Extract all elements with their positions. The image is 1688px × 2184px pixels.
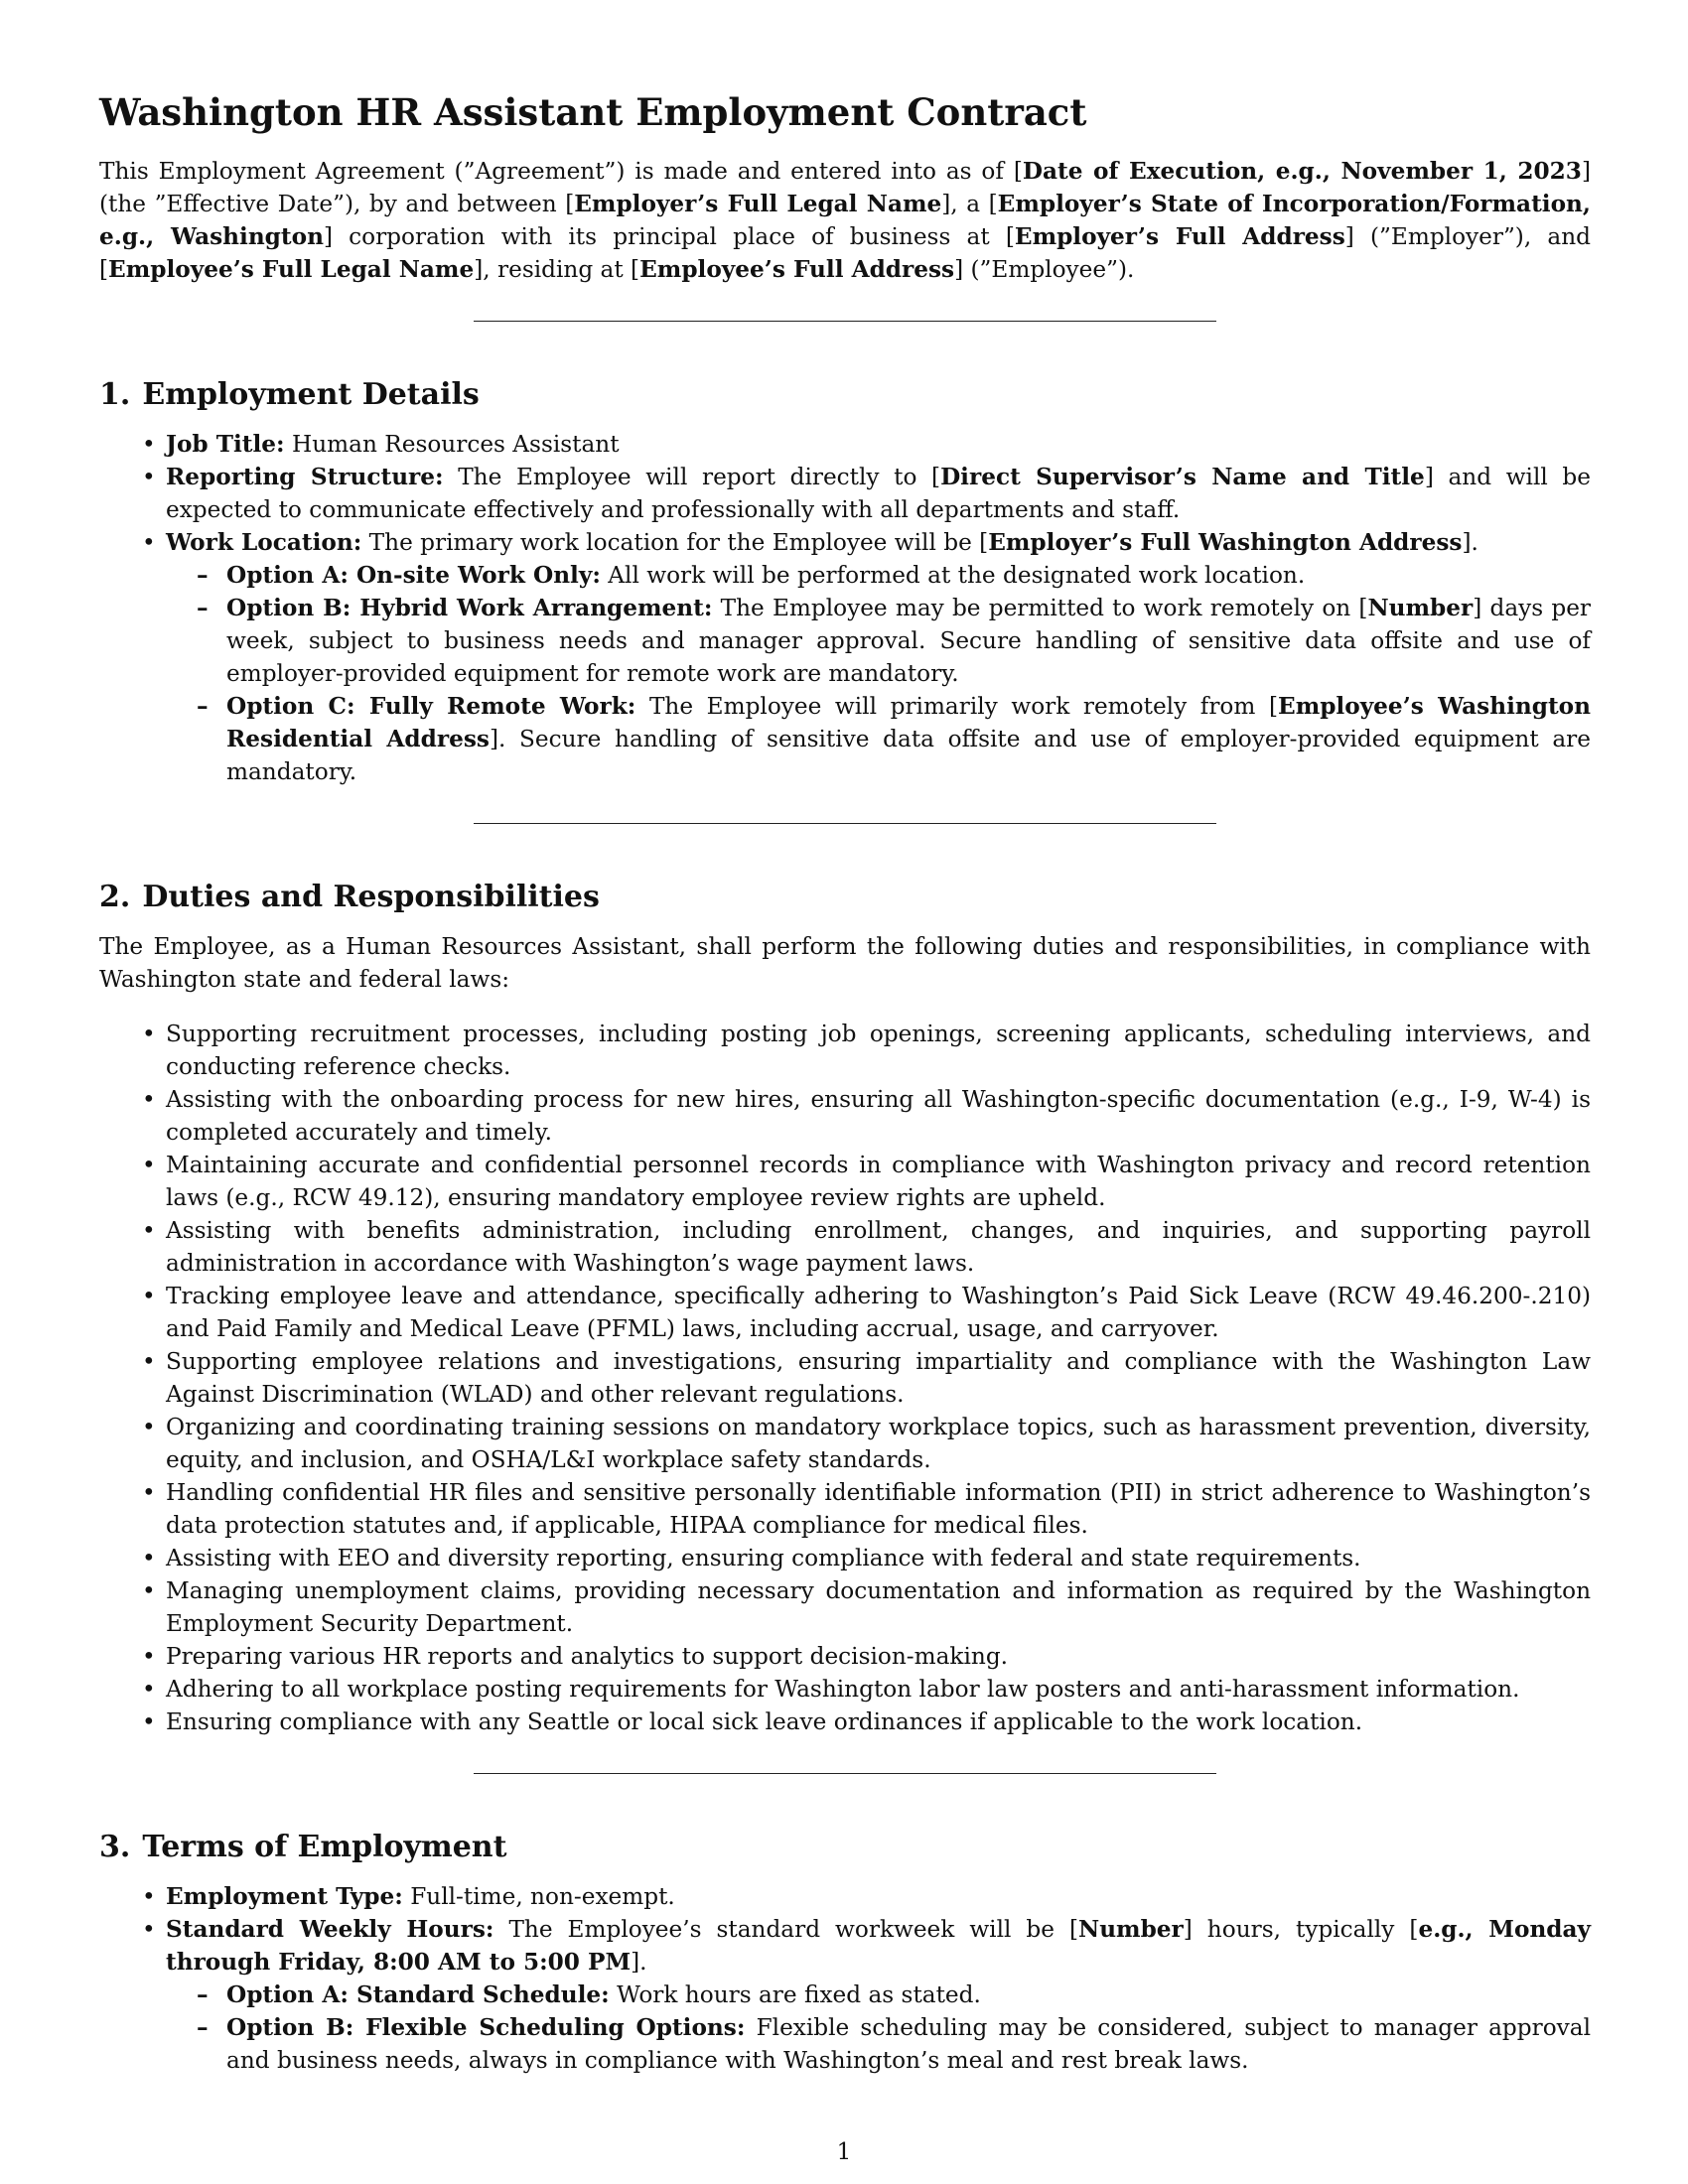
- list-item: • Assisting with benefits administration, including enrollment, changes, and inquiries, and supporting payroll administration in accordance with Washington’s wage payment laws.: [166, 1214, 1591, 1280]
- section-divider: [474, 1773, 1216, 1774]
- option-a-onsite: – Option A: On-site Work Only: All work will be performed at the designated work location.: [226, 559, 1591, 592]
- document-page: [99, 81, 1591, 2077]
- list-item: • Ensuring compliance with any Seattle or local sick leave ordinances if applicable to the work location.: [166, 1706, 1591, 1738]
- list-item: • Organizing and coordinating training sessions on mandatory workplace topics, such as harassment prevention, diversity, equity, and inclusion, and OSHA/L&I workplace safety standards.: [166, 1411, 1591, 1476]
- section-divider: [474, 823, 1216, 824]
- list-item-weekly-hours: • Standard Weekly Hours: The Employee’s standard workweek will be [Number] hours, typically [e.g., Monday through Friday, 8:00 AM to 5:00 PM]. – Option A: Standard Schedule: Work hours are fixed as stated. – Option B: Flexible Scheduling Options: Flexible scheduling may be considered, subject to manager approval and business needs, always in compliance with Washington’s meal and rest break laws.: [166, 1913, 1591, 2077]
- list-item-reporting-structure: • Reporting Structure: The Employee will report directly to [Direct Supervisor’s Name and Title] and will be expected to communicate effectively and professionally with all departments and staff.: [166, 461, 1591, 526]
- option-c-remote: – Option C: Fully Remote Work: The Employee will primarily work remotely from [Employee’s Washington Residential Address]. Secure handling of sensitive data offsite and use of employer-provided equipment are mandatory.: [226, 690, 1591, 788]
- section-heading-duties: 2. Duties and Responsibilities: [99, 880, 600, 914]
- list-item: • Assisting with the onboarding process for new hires, ensuring all Washington-specific documentation (e.g., I-9, W-4) is completed accurately and timely.: [166, 1083, 1591, 1149]
- duties-list: [99, 1018, 1591, 1738]
- list-item-job-title: • Job Title: Human Resources Assistant: [166, 428, 1591, 461]
- option-a-standard-schedule: – Option A: Standard Schedule: Work hours are fixed as stated.: [226, 1979, 1591, 2011]
- schedule-options: [166, 1979, 1591, 2077]
- list-item: • Assisting with EEO and diversity reporting, ensuring compliance with federal and state requirements.: [166, 1542, 1591, 1574]
- duties-intro: The Employee, as a Human Resources Assistant, shall perform the following duties and responsibilities, in compliance with Washington state and federal laws:: [99, 933, 1591, 993]
- employment-details-list: [99, 428, 1591, 788]
- list-item: • Adhering to all workplace posting requirements for Washington labor law posters and anti-harassment information.: [166, 1673, 1591, 1706]
- page-number: 1: [836, 2139, 852, 2165]
- section-heading-terms: 3. Terms of Employment: [99, 1830, 507, 1864]
- terms-list: [99, 1880, 1591, 2077]
- list-item-work-location: • Work Location: The primary work location for the Employee will be [Employer’s Full Washington Address]. – Option A: On-site Work Only: All work will be performed at the designated work location. – Option B: Hybrid Work Arrangement: The Employee may be permitted to work remotely on [Number] days per week, subject to business needs and manager approval. Secure handling of sensitive data offsite and use of employer-provided equipment for remote work are mandatory. – Option C: Fully Remote Work: The Employee will primarily work remotely from [Employee’s Washington Residential Address]. Secure handling of sensitive data offsite and use of employer-provided equipment are mandatory.: [166, 526, 1591, 788]
- list-item-employment-type: • Employment Type: Full-time, non-exempt.: [166, 1880, 1591, 1913]
- list-item: • Maintaining accurate and confidential personnel records in compliance with Washington privacy and record retention laws (e.g., RCW 49.12), ensuring mandatory employee review rights are upheld.: [166, 1149, 1591, 1214]
- list-item: • Tracking employee leave and attendance, specifically adhering to Washington’s Paid Sick Leave (RCW 49.46.200-.210) and Paid Family and Medical Leave (PFML) laws, including accrual, usage, and carryover.: [166, 1280, 1591, 1345]
- section-divider: [474, 321, 1216, 322]
- list-item: • Handling confidential HR files and sensitive personally identifiable information (PII) in strict adherence to Washington’s data protection statutes and, if applicable, HIPAA compliance for medical files.: [166, 1476, 1591, 1542]
- section-heading-employment-details: 1. Employment Details: [99, 377, 480, 412]
- list-item: • Supporting recruitment processes, including posting job openings, screening applicants, scheduling interviews, and conducting reference checks.: [166, 1018, 1591, 1083]
- document-title: Washington HR Assistant Employment Contract: [99, 90, 1087, 134]
- list-item: • Managing unemployment claims, providing necessary documentation and information as required by the Washington Employment Security Department.: [166, 1574, 1591, 1640]
- list-item: • Supporting employee relations and investigations, ensuring impartiality and compliance with the Washington Law Against Discrimination (WLAD) and other relevant regulations.: [166, 1345, 1591, 1411]
- work-location-options: [166, 559, 1591, 788]
- option-b-hybrid: – Option B: Hybrid Work Arrangement: The Employee may be permitted to work remotely on [Number] days per week, subject to business needs and manager approval. Secure handling of sensitive data offsite and use of employer-provided equipment for remote work are mandatory.: [226, 592, 1591, 690]
- intro-paragraph: This Employment Agreement (”Agreement”) is made and entered into as of [Date of Execution, e.g., November 1, 2023] (the ”Effective Date”), by and between [Employer’s Full Legal Name], a [Employer’s State of Incorporation/Formation, e.g., Washington] corporation with its principal place of business at [Employer’s Full Address] (”Employer”), and [Employee’s Full Legal Name], residing at [Employee’s Full Address] (”Employee”).: [99, 158, 1591, 283]
- option-b-flexible-schedule: – Option B: Flexible Scheduling Options: Flexible scheduling may be considered, subject to manager approval and business needs, always in compliance with Washington’s meal and rest break laws.: [226, 2011, 1591, 2077]
- list-item: • Preparing various HR reports and analytics to support decision-making.: [166, 1640, 1591, 1673]
